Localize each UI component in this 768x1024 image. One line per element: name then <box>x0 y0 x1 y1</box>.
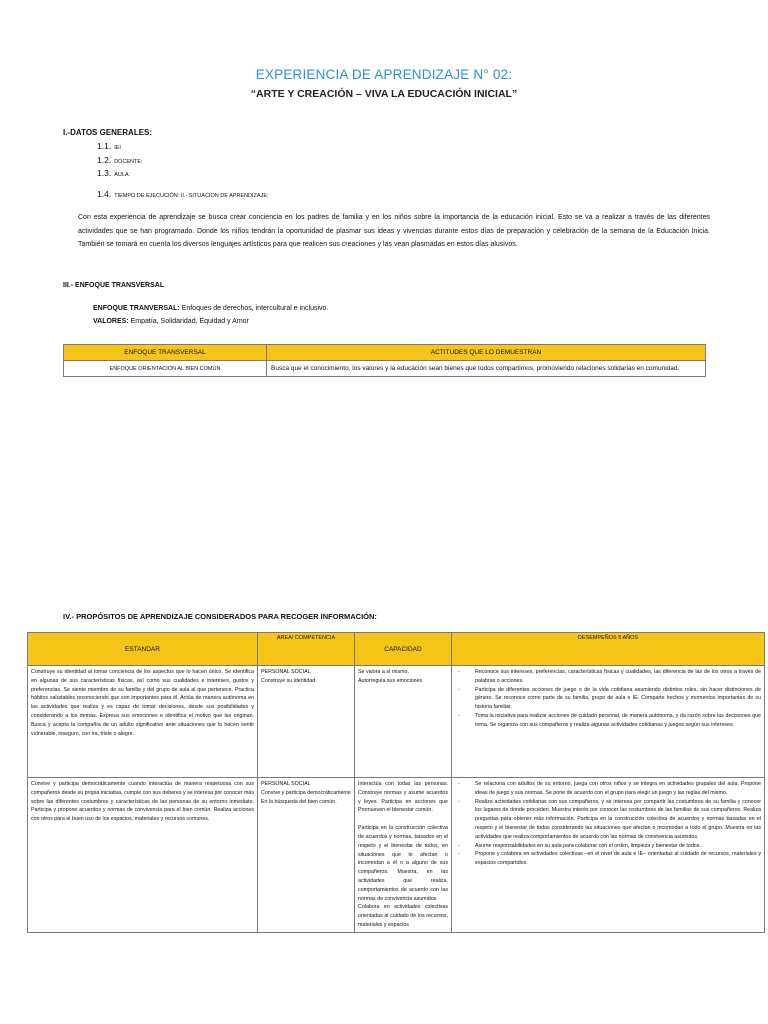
capacidad-item: Colabora en actividades colectivas orientadas al cuidado de los recursos, materiales y espacios <box>358 904 448 928</box>
desempeno-item: - Se relaciona con adultos de su entorno, juega con otros niños y se integra en actividades grupales del aula. Propone ideas de juego y sus normas. Se pone de acuerdo con el grupo para elegir un juego y las reglas del mismo. <box>455 780 761 798</box>
propositos-table-header <box>28 633 765 666</box>
capacidad-cell <box>355 666 452 778</box>
actitud-cell: Busca que el conocimiento, los valores y la educación sean bienes que todos compartimos, promoviendo relaciones solidarias en comunidad. <box>267 361 706 377</box>
desempenos-cell <box>452 778 765 933</box>
valores-label: VALORES: <box>93 318 129 325</box>
col-actitudes: ACTITUDES QUE LO DEMUESTRAN <box>267 345 706 361</box>
datos-item-iei <box>97 141 121 151</box>
item-label: DOCENTE: <box>114 159 143 165</box>
competencia-name: Construye su identidad <box>261 677 316 684</box>
page-title: EXPERIENCIA DE APRENDIZAJE N° 02: <box>255 67 513 82</box>
enfoque-table-header <box>64 345 706 361</box>
area-name: PERSONAL SOCIAL <box>261 669 311 675</box>
item-number: 1.1. <box>97 141 112 151</box>
enfoque-tranversal-value: Enfoques de derechos, intercultural e inclusivo. <box>179 305 329 312</box>
col-enfoque-transversal: ENFOQUE TRANSVERSAL <box>64 345 267 361</box>
col-estandar: ESTANDAR <box>28 633 258 666</box>
area-cell <box>258 666 355 778</box>
item-label: TIEMPO DE EJECUCIÓN: II.- SITUACION DE APRENDIZAJE: <box>114 193 269 199</box>
item-number: 1.2. <box>97 155 112 165</box>
area-cell <box>258 778 355 933</box>
competencia-name: Convive y participa democráticamente <box>261 789 351 796</box>
enfoque-tranversal-line <box>93 305 328 312</box>
item-label: AULA: <box>114 172 131 178</box>
competencia-detail: En la búsqueda del bien común. <box>261 798 337 805</box>
capacidad-item: Se valora a sí mismo. <box>358 669 409 675</box>
col-capacidad: CAPACIDAD <box>355 633 452 666</box>
table-row <box>28 666 765 778</box>
datos-item-tiempo <box>97 189 269 199</box>
enfoque-cell: ENFOQUE ORIENTACIÓN AL BIEN COMÚN <box>64 361 267 377</box>
estandar-cell: Construye su identidad al tomar conciencia de los aspectos que lo hacen único. Se identifica en algunas de sus características físicas, así como sus cualidades e intereses, gustos y preferencias. Se siente miembro de su familia y del grupo de aula al que pertenece. Practica hábitos saludables reconociendo que son importantes para él. Actúa de manera autónoma en las actividades que realiza y es capaz de tomar decisiones, desde sus posibilidades y considerando a los demás. Expresa sus emociones e identifica el motivo que las originan. Busca y acepta la compañía de un adulto significativo ante situaciones que lo hacen sentir vulnerable, inseguro, con ira, triste o alegre. <box>28 666 258 778</box>
estandar-cell: Convive y participa democráticamente cuando interactúa de manera respetuosa con sus compañeros desde su propia iniciativa, cumple con sus deberes y se interesa por conocer más sobre las diferentes costumbres y características de las personas de su entorno inmediato. Participa y propone acuerdos y normas de convivencia para el bien común. Realiza acciones con otros para el buen uso de los espacios, materiales y recursos comunes. <box>28 778 258 933</box>
datos-generales-heading: I.-DATOS GENERALES: <box>63 128 153 137</box>
enfoque-table <box>63 344 706 377</box>
datos-item-aula <box>97 168 130 178</box>
situacion-paragraph: Con esta experiencia de aprendizaje se busca crear conciencia en los padres de familia y en los niños sobre la importancia de la educación inicial. Esto se va a realizar a través de las diferentes actividades que se han programado. Donde los niños tendrán la oportunidad de plasmar sus ideas y vivencias durante estos días de preparación y celebración de la semana de la Educación Inicia. También se tomará en cuenta los diversos lenguajes artísticos para que realicen sus creaciones y las vean plasmadas en estos días alusivos. <box>78 214 710 248</box>
desempeno-item: - Toma la iniciativa para realizar acciones de cuidado personal, de manera autónoma, y da razón sobre las decisiones que toma. Se organiza con sus compañeros y realiza algunas actividades cotidianas y juegos según sus intereses. <box>455 712 761 730</box>
table-row <box>64 361 706 377</box>
enfoque-heading: III.- ENFOQUE TRANSVERSAL <box>63 282 165 289</box>
capacidad-item: Interactúa con todas las personas. Construye normas y asume acuerdos y leyes. Participa en acciones que Promueven el bienestar común. <box>358 781 448 814</box>
enfoque-tranversal-label: ENFOQUE TRANVERSAL: <box>93 305 180 312</box>
desempeno-item: - Asume responsabilidades en su aula para colaborar con el orden, limpieza y bienestar de todos. <box>455 842 761 851</box>
table-row <box>28 778 765 933</box>
propositos-table <box>27 632 765 933</box>
item-label: IEI <box>114 145 121 151</box>
col-area: AREA/ COMPETENCIA <box>258 633 355 666</box>
desempeno-item: - Propone y colabora en actividades colectivas –en el nivel de aula e IE– orientadas al cuidado de recursos, materiales y espacios compartidos. <box>455 850 761 868</box>
item-number: 1.3. <box>97 168 112 178</box>
capacidad-item: Autorregula sus emociones <box>358 677 423 684</box>
datos-item-docente <box>97 155 143 165</box>
desempeno-item: - Participa de diferentes acciones de juego o de la vida cotidiana asumiendo distintos roles, sin hacer distinciones de género. Se reconoce como parte de su familia, grupo de aula e IE. Comparte hechos y momentos importantes de su historia familiar. <box>455 686 761 712</box>
valores-value: Empatía, Solidaridad, Equidad y Amor <box>128 318 249 325</box>
area-name: PERSONAL SOCIAL <box>261 781 311 787</box>
valores-line <box>93 318 249 325</box>
item-number: 1.4. <box>97 189 112 199</box>
capacidad-item: Participa en la construcción colectiva de acuerdos y normas, basados en el respeto y el bienestar de todos, en situaciones que lo afectan o incomodan a él o a alguno de sus compañeros. Muestra, en las actividades que realiza, comportamientos de acuerdo con las normas de convivencia asumidos. <box>358 825 448 902</box>
desempenos-cell <box>452 666 765 778</box>
capacidad-cell <box>355 778 452 933</box>
desempeno-item: - Realiza actividades cotidianas con sus compañeros, y se interesa por compartir las costumbres de su familia y conocer los lugares de donde proceden. Muestra interés por conocer las costumbres de las familias de sus compañeros. Realiza preguntas para obtener más información. Participa en la construcción colectiva de acuerdos y normas basadas en el respeto y el bienestar de todos considerando las situaciones que afectan o incomodan a todo el grupo. Muestra en las actividades que realiza comportamientos de acuerdo con las normas de convivencia asumidos. <box>455 798 761 842</box>
col-desempenos: DESEMPEÑOS 5 AÑOS <box>452 633 765 666</box>
desempeno-item: - Reconoce sus intereses, preferencias, características físicas y cualidades, las diferencia de las de los otros a través de palabras o acciones. <box>455 668 761 686</box>
propositos-heading: IV.- PROPÓSITOS DE APRENDIZAJE CONSIDERADOS PARA RECOGER INFORMACIÓN: <box>63 612 377 621</box>
page-subtitle: “ARTE Y CREACIÓN – VIVA LA EDUCACIÓN INICIAL” <box>250 88 518 100</box>
